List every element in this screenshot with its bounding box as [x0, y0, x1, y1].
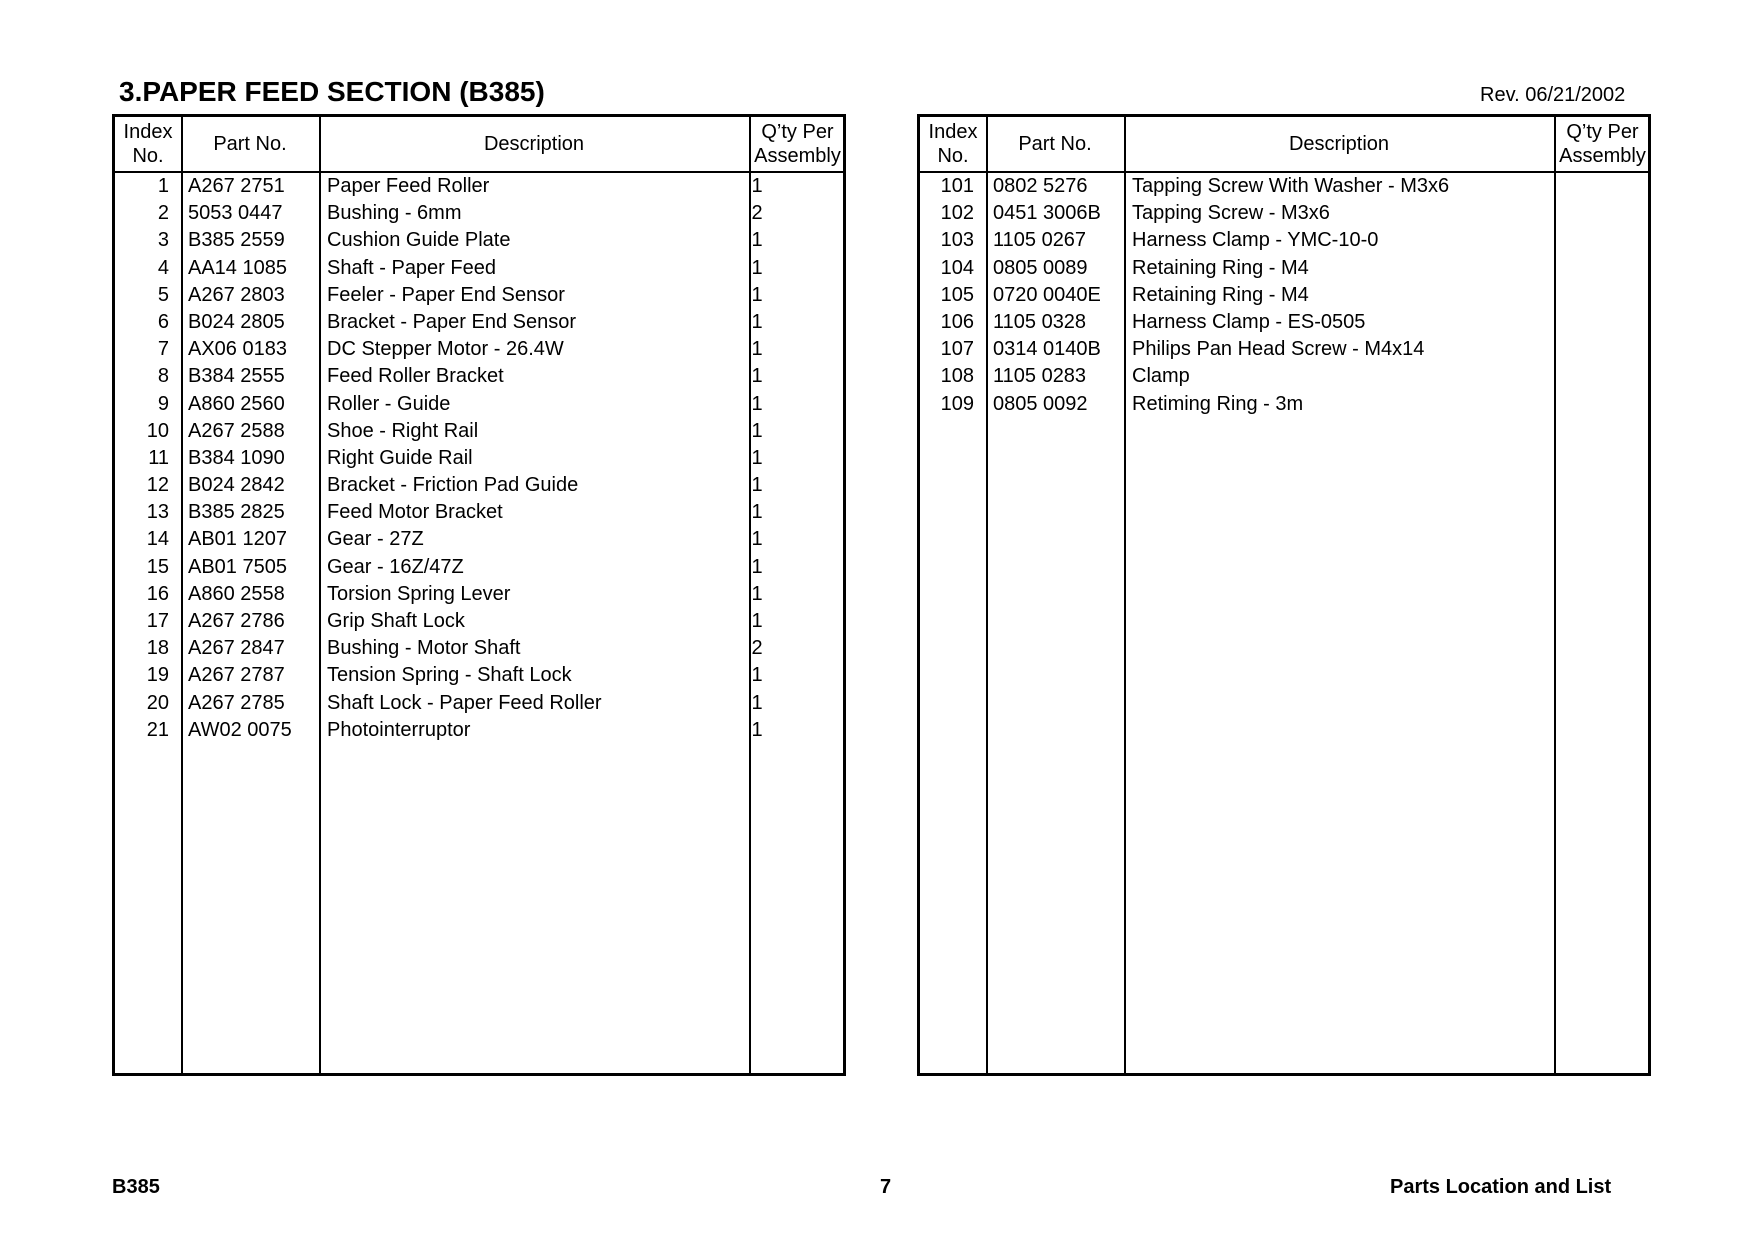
- quantity-cell: 1: [751, 256, 763, 279]
- part-number-cell: AX06 0183: [188, 338, 287, 361]
- table-row: [115, 608, 843, 635]
- footer-page-number: 7: [880, 1176, 892, 1198]
- description-cell: Bracket - Friction Pad Guide: [327, 474, 579, 497]
- quantity-cell: 1: [751, 501, 763, 524]
- description-cell: Tension Spring - Shaft Lock: [327, 664, 572, 687]
- header-qty: [1554, 117, 1651, 171]
- part-number-cell: A267 2786: [188, 610, 285, 632]
- quantity-cell: 1: [751, 555, 763, 578]
- description-cell: Feed Motor Bracket: [327, 501, 503, 524]
- description-cell: Feeler - Paper End Sensor: [327, 283, 565, 306]
- description-cell: Philips Pan Head Screw - M4x14: [1132, 338, 1425, 361]
- description-cell: Roller - Guide: [327, 392, 451, 415]
- index-cell: 19: [146, 664, 169, 687]
- quantity-cell: 1: [751, 365, 763, 388]
- table-row: [920, 227, 1648, 254]
- header-index-line1: Index: [123, 121, 173, 143]
- part-number-cell: AB01 7505: [188, 555, 287, 578]
- description-cell: Grip Shaft Lock: [327, 610, 465, 632]
- header-part-no: Part No.: [1018, 133, 1092, 155]
- description-cell: Retaining Ring - M4: [1132, 283, 1309, 306]
- quantity-cell: 1: [751, 229, 763, 252]
- index-cell: 21: [146, 718, 169, 741]
- index-cell: 103: [940, 229, 974, 252]
- quantity-cell: 1: [751, 392, 763, 415]
- revision-date: Rev. 06/21/2002: [1480, 84, 1626, 106]
- table-row: [115, 445, 843, 472]
- part-number-cell: A267 2787: [188, 664, 285, 687]
- parts-table-right: [917, 114, 1651, 1076]
- index-cell: 2: [157, 202, 169, 225]
- part-number-cell: B384 1090: [188, 446, 285, 469]
- index-cell: 10: [146, 419, 169, 442]
- table-row: [115, 200, 843, 227]
- part-number-cell: 5053 0447: [188, 202, 283, 225]
- table-row: [115, 581, 843, 608]
- table-row: [115, 363, 843, 390]
- part-number-cell: 0314 0140B: [993, 338, 1101, 361]
- table-row: [920, 309, 1648, 336]
- index-cell: 14: [146, 528, 169, 551]
- index-cell: 15: [146, 555, 169, 578]
- quantity-cell: 1: [751, 338, 763, 361]
- table-row: [115, 418, 843, 445]
- index-cell: 107: [940, 338, 974, 361]
- table-row: [920, 255, 1648, 282]
- table-row: [115, 499, 843, 526]
- part-number-cell: A267 2785: [188, 691, 285, 714]
- table-row: [920, 282, 1648, 309]
- index-cell: 18: [146, 637, 169, 660]
- index-cell: 105: [940, 283, 974, 306]
- part-number-cell: 1105 0283: [993, 365, 1087, 388]
- description-cell: Shoe - Right Rail: [327, 419, 479, 442]
- index-cell: 1: [157, 175, 169, 197]
- quantity-cell: 1: [751, 582, 763, 605]
- table-row: [115, 336, 843, 363]
- quantity-cell: 1: [751, 474, 763, 497]
- index-cell: 108: [940, 365, 974, 388]
- part-number-cell: 0720 0040E: [993, 283, 1101, 306]
- description-cell: Gear - 27Z: [327, 528, 424, 551]
- index-cell: 16: [146, 582, 169, 605]
- part-number-cell: AB01 1207: [188, 528, 287, 551]
- index-cell: 7: [157, 338, 169, 361]
- index-cell: 109: [940, 392, 974, 415]
- part-number-cell: 0805 0092: [993, 392, 1088, 415]
- part-number-cell: B024 2842: [188, 474, 285, 497]
- part-number-cell: A860 2558: [188, 582, 285, 605]
- quantity-cell: 1: [751, 718, 763, 741]
- part-number-cell: B024 2805: [188, 310, 285, 333]
- index-cell: 12: [146, 474, 169, 497]
- description-cell: Clamp: [1132, 365, 1190, 388]
- description-cell: Tapping Screw - M3x6: [1132, 202, 1330, 225]
- index-cell: 5: [157, 283, 169, 306]
- part-number-cell: A267 2847: [188, 637, 285, 660]
- quantity-cell: 1: [751, 419, 763, 442]
- quantity-cell: 1: [751, 310, 763, 333]
- part-number-cell: 0451 3006B: [993, 202, 1101, 225]
- header-index: [115, 117, 181, 171]
- index-cell: 102: [940, 202, 974, 225]
- description-cell: Torsion Spring Lever: [327, 582, 511, 605]
- index-cell: 11: [148, 446, 169, 469]
- table-row: [115, 391, 843, 418]
- quantity-cell: 2: [751, 637, 763, 660]
- footer-section: Parts Location and List: [1390, 1176, 1612, 1198]
- description-cell: Tapping Screw With Washer - M3x6: [1132, 175, 1450, 197]
- header-description: Description: [1288, 133, 1390, 155]
- table-row: [920, 391, 1648, 418]
- table-row: [115, 526, 843, 553]
- part-number-cell: AA14 1085: [188, 256, 287, 279]
- table-row: [115, 173, 843, 200]
- table-row: [115, 472, 843, 499]
- index-cell: 8: [157, 365, 169, 388]
- header-description: Description: [483, 133, 585, 155]
- header-qty: [749, 117, 846, 171]
- table-row: [115, 690, 843, 717]
- table-row: [115, 227, 843, 254]
- index-cell: 104: [940, 256, 974, 279]
- footer-model: B385: [112, 1176, 160, 1198]
- part-number-cell: A860 2560: [188, 392, 285, 415]
- description-cell: Shaft Lock - Paper Feed Roller: [327, 691, 602, 714]
- part-number-cell: 1105 0267: [993, 229, 1087, 252]
- quantity-cell: 1: [751, 175, 763, 197]
- header-index-line1: Index: [928, 121, 978, 143]
- index-cell: 4: [157, 256, 169, 279]
- quantity-cell: 1: [751, 691, 763, 714]
- index-cell: 106: [940, 310, 974, 333]
- parts-table-left: [112, 114, 846, 1076]
- index-cell: 13: [146, 501, 169, 524]
- table-row: [115, 255, 843, 282]
- header-index: [920, 117, 986, 171]
- header-qty-line2: Assembly: [754, 145, 841, 167]
- header-index-line2: No.: [132, 145, 164, 167]
- header-index-line2: No.: [937, 145, 969, 167]
- part-number-cell: B385 2825: [188, 501, 285, 524]
- table-row: [115, 554, 843, 581]
- header-part-no: Part No.: [213, 133, 287, 155]
- page-title: 3.PAPER FEED SECTION (B385): [119, 76, 545, 107]
- part-number-cell: B384 2555: [188, 365, 285, 388]
- part-number-cell: B385 2559: [188, 229, 285, 252]
- description-cell: Retiming Ring - 3m: [1132, 392, 1304, 415]
- table-row: [115, 282, 843, 309]
- table-row: [115, 635, 843, 662]
- part-number-cell: A267 2588: [188, 419, 285, 442]
- table-row: [920, 336, 1648, 363]
- header-qty-line1: Q’ty Per: [1566, 121, 1639, 143]
- description-cell: Bushing - 6mm: [327, 202, 462, 225]
- description-cell: Harness Clamp - ES-0505: [1132, 310, 1366, 333]
- description-cell: Right Guide Rail: [327, 446, 473, 469]
- description-cell: Bracket - Paper End Sensor: [327, 310, 577, 333]
- description-cell: Photointerruptor: [327, 718, 471, 741]
- description-cell: Shaft - Paper Feed: [327, 256, 496, 279]
- parts-rows-left: [115, 173, 843, 744]
- quantity-cell: 1: [751, 664, 763, 687]
- quantity-cell: 1: [751, 528, 763, 551]
- part-number-cell: 0805 0089: [993, 256, 1088, 279]
- description-cell: Bushing - Motor Shaft: [327, 637, 521, 660]
- header-qty-line1: Q’ty Per: [761, 121, 834, 143]
- part-number-cell: 1105 0328: [993, 310, 1087, 333]
- description-cell: Retaining Ring - M4: [1132, 256, 1309, 279]
- description-cell: Cushion Guide Plate: [327, 229, 511, 252]
- table-row: [920, 200, 1648, 227]
- table-row: [920, 173, 1648, 200]
- index-cell: 6: [157, 310, 169, 333]
- part-number-cell: 0802 5276: [993, 175, 1088, 197]
- table-row: [115, 717, 843, 744]
- description-cell: DC Stepper Motor - 26.4W: [327, 338, 564, 361]
- index-cell: 9: [157, 392, 169, 415]
- index-cell: 3: [157, 229, 169, 252]
- part-number-cell: A267 2751: [188, 175, 285, 197]
- quantity-cell: 2: [751, 202, 763, 225]
- quantity-cell: 1: [751, 610, 763, 632]
- description-cell: Paper Feed Roller: [327, 175, 490, 197]
- table-row: [115, 662, 843, 689]
- index-cell: 20: [146, 691, 169, 714]
- description-cell: Harness Clamp - YMC-10-0: [1132, 229, 1379, 252]
- table-row: [115, 309, 843, 336]
- quantity-cell: 1: [751, 446, 763, 469]
- part-number-cell: AW02 0075: [188, 718, 292, 741]
- index-cell: 101: [940, 175, 974, 197]
- index-cell: 17: [146, 610, 169, 632]
- quantity-cell: 1: [751, 283, 763, 306]
- table-row: [920, 363, 1648, 390]
- part-number-cell: A267 2803: [188, 283, 285, 306]
- header-qty-line2: Assembly: [1559, 145, 1646, 167]
- description-cell: Gear - 16Z/47Z: [327, 555, 464, 578]
- description-cell: Feed Roller Bracket: [327, 365, 504, 388]
- parts-rows-right: [920, 173, 1648, 418]
